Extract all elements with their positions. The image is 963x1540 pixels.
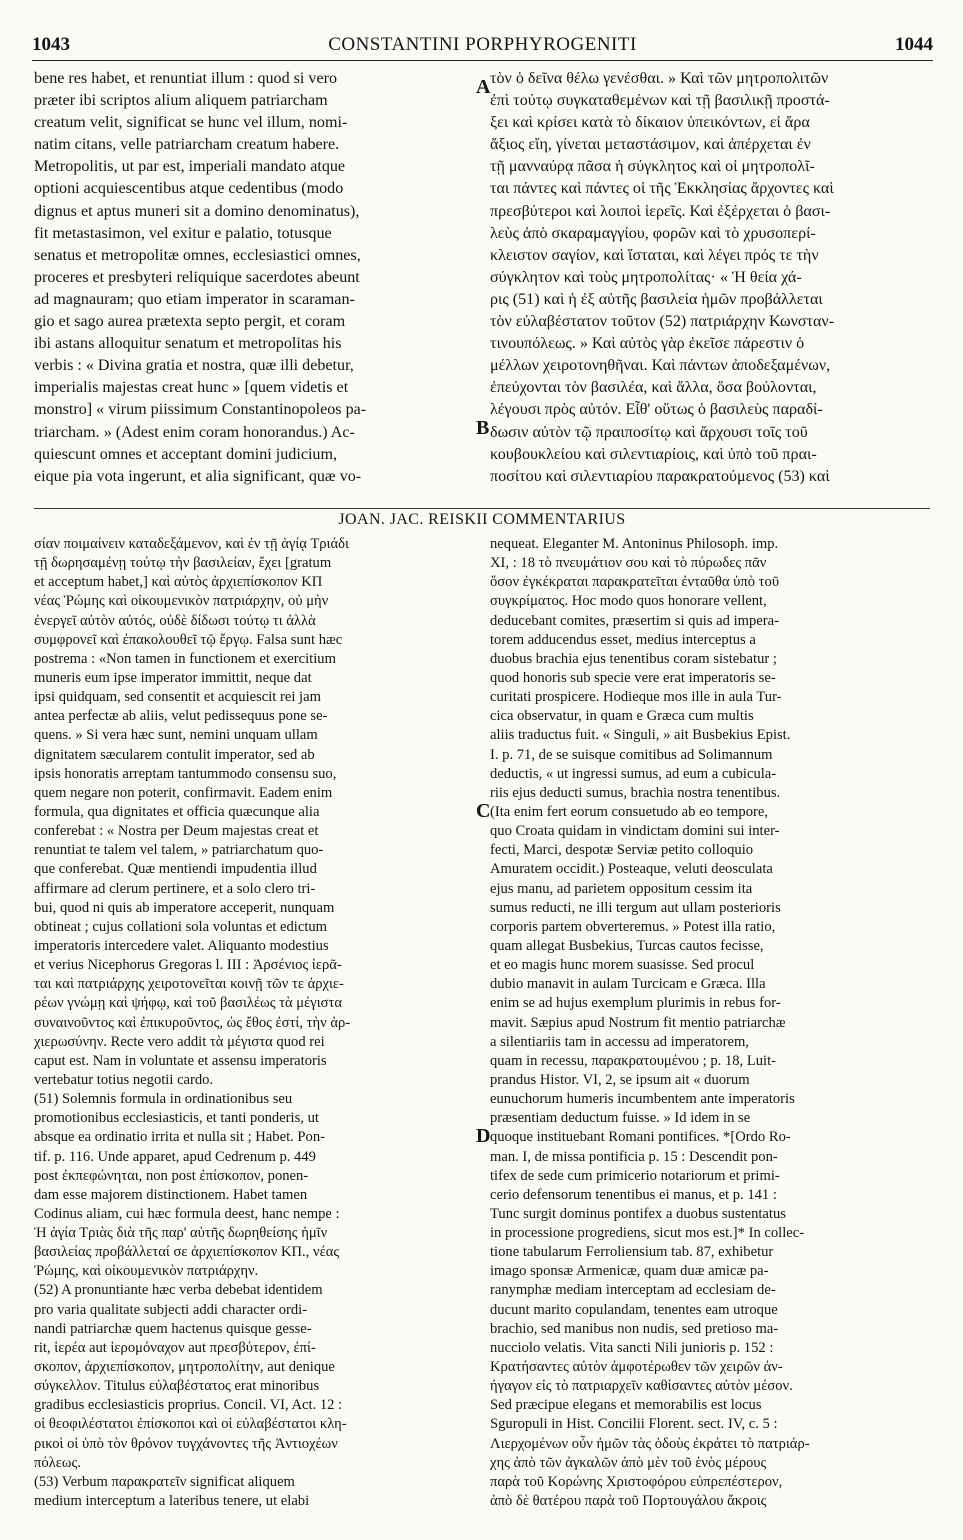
text-line: quam in recessu, παρακρατουμένου ; p. 18, Luit- (490, 1052, 777, 1069)
text-line: medium interceptum a lateribus tenere, ut elabi (34, 1493, 310, 1510)
text-line: bene res habet, et renuntiat illum : quod si vero (34, 70, 338, 87)
text-line: tif. p. 116. Unde apparet, apud Cedrenum p. 449 (34, 1148, 316, 1165)
text-line: curitati prospicere. Hodieque mos ille in aula Tur- (490, 689, 782, 706)
text-line: aliis traductus fuit. « Singuli, » ait Busbekius Epist. (490, 727, 791, 744)
text-line: νέας Ῥώμης καὶ οἰκουμενικὸν πατριάρχην, οὐ μὴν (34, 593, 329, 610)
text-line: μέλλων χειροτονηθῆναι. Καὶ πάντων ἀποδεξαμένων, (490, 357, 831, 375)
text-line: τὸν εὐλαβέστατον τοῦτον (52) πατριάρχην Κωνσταν- (490, 313, 835, 331)
commentary-rule (34, 508, 930, 509)
text-line: (52) A pronuntiante hæc verba debebat identidem (34, 1282, 323, 1299)
running-title: CONSTANTINI PORPHYROGENITI (328, 34, 637, 55)
text-line: quem negare non poterit, confirmavit. Eadem enim (34, 784, 333, 801)
text-line: triarcham. » (Adest enim coram honorandus.) Ac- (34, 423, 355, 441)
text-line: dam esse majorem distinctionem. Habet tamen (34, 1186, 308, 1203)
text-line: (51) Solemnis formula in ordinationibus seu (34, 1091, 293, 1108)
text-line: optioni acquiescentibus atque cedentibus (modo (34, 180, 344, 198)
text-line: gradibus ecclesiasticis proprius. Concil. VI, Act. 12 : (34, 1397, 343, 1414)
text-line: præter ibi scriptos alium aliquem patriarcham (34, 92, 328, 110)
text-line: συναινοῦντος καὶ ἐπικυροῦντος, ὡς ἔθος ἐστί, τὴν ἀρ- (34, 1014, 351, 1031)
text-line: σύγκελλον. Titulus εὐλαβέστατος erat minoribus (34, 1378, 320, 1395)
text-line: proceres et presbyteri reliquique sacerdotes abeunt (34, 268, 360, 286)
text-line: cerio defensorum tenentibus ei manus, et p. 141 : (490, 1186, 777, 1203)
page-header (32, 34, 933, 61)
text-line: fit metastasimon, vel exitur e palatio, totusque (34, 224, 332, 242)
text-line: quens. » Si vera hæc sunt, nemini unquam ullam (34, 727, 318, 744)
text-line: ται πάντες καὶ πάντες οἱ τῆς Ἐκκλησίας ἄρχοντες καὶ (490, 180, 834, 198)
text-line: gio et sago aurea prætexta septo pergit, et coram (34, 313, 346, 331)
text-line: (Ita enim fert eorum consuetudo ab eo tempore, (490, 803, 768, 820)
text-line: Codinus aliam, cui hæc formula deest, hanc nempe : (34, 1205, 340, 1222)
text-line: Λιερχομένων οὖν ἡμῶν τὰς ὁδοὺς ἐκράτει τὸ πατριάρ- (490, 1435, 810, 1452)
text-line: in processione progrediens, sicut mos est.]* In collec- (490, 1225, 805, 1242)
text-line: nandi patriarchæ quem hactenus quisque gesse- (34, 1320, 312, 1337)
text-line: postrema : «Non tamen in functionem et exercitium (34, 650, 336, 667)
text-line: dignitatem sæcularem contulit imperator, sed ab (34, 746, 315, 763)
text-line: ranymphæ mediam interceptam ad ecclesiam de- (490, 1282, 776, 1299)
text-line: imperialis majestas creat hunc » [quem videtis et (34, 379, 349, 397)
text-line: πόλεως. (34, 1454, 81, 1471)
text-line: ad magnauram; quo etiam imperator in scaraman- (34, 290, 355, 308)
text-line: βασιλείας προβάλλεταί σε ἀρχιεπίσκοπον ΚΠ., νέας (34, 1244, 340, 1261)
text-line: monstro] « virum piissimum Constantinopoleos pa- (34, 401, 367, 419)
text-line: τῇ μανναύρᾳ πᾶσα ἡ σύγκλητος καὶ οἱ μητροπολῖ- (490, 158, 815, 176)
text-line: (53) Verbum παρακρατεῖν significat aliquem (34, 1473, 295, 1490)
text-line: quod honoris sub specie vere erat imperatoris se- (490, 669, 776, 686)
text-line: caput est. Nam in voluntate et assensu imperatoris (34, 1052, 327, 1069)
text-line: corporis partem obverteremus. » Potest illa ratio, (490, 918, 776, 935)
text-line: συγκρίματος. Hoc modo quos honorare vellent, (490, 593, 767, 610)
text-line: nucciolo velatis. Vita sancti Nili junioris p. 152 : (490, 1339, 774, 1356)
text-line: Sed præcipue elegans et memorabilis est locus (490, 1397, 762, 1414)
text-line: sumus reducti, ne illi tergum aut ullam posterioris (490, 899, 781, 916)
text-line: obtineat ; cujus collationi sola voluntas et edictum (34, 918, 328, 935)
text-line: Amuratem occidit.) Posteaque, veluti deosculata (490, 861, 773, 878)
text-line: torem adducendus esset, medius interceptus a (490, 631, 756, 648)
text-line: eunuchorum humeris incumbentem ante imperatoris (490, 1091, 795, 1108)
text-line: παρὰ τοῦ Κορώνης Χριστοφόρου εὐπρεπέστερον, (490, 1473, 783, 1490)
text-line: ποσίτου καὶ σιλεντιαρίου παρακρατούμενος (53) καὶ (490, 467, 830, 485)
text-line: tione tabularum Ferroliensium tab. 87, exhibetur (490, 1244, 774, 1261)
text-line: Κρατήσαντες αὐτὸν ἀμφοτέρωθεν τῶν χειρῶν ἀν- (490, 1359, 783, 1376)
text-line: Metropolitis, ut par est, imperiali mandato atque (34, 158, 346, 176)
text-line: cica observatur, in quam e Græca cum multis (490, 708, 754, 725)
text-line: tifex de sede cum primicerio notariorum et primi- (490, 1167, 780, 1184)
margin-letter-b: B (476, 417, 490, 439)
text-line: affirmare ad clerum pertinere, et a solo clero tri- (34, 880, 316, 897)
text-line: mavit. Sæpius apud Nostrum fit mentio patriarchæ (490, 1014, 786, 1031)
text-line: κουβουκλείου καὶ σιλεντιαρίοις, καὶ ὑπὸ τοῦ πραι- (490, 445, 817, 463)
greek-text-column (490, 68, 930, 488)
text-line: natim citans, velle patriarcham creatum habere. (34, 136, 340, 154)
text-line: et verius Nicephorus Gregoras l. III : Ἀρσένιος ἱερᾶ- (34, 957, 342, 974)
text-line: duobus brachia ejus tenentibus coram sistebatur ; (490, 650, 777, 667)
text-line: χιερωσύνην. Recte vero addit τὰ μέγιστα quod rei (34, 1033, 325, 1050)
text-line: antea perfectæ ab aliis, velut pedissequus pone se- (34, 708, 328, 725)
margin-letter-d: D (476, 1125, 491, 1147)
text-line: quoque instituebant Romani pontifices. *[Ordo Ro- (490, 1129, 791, 1146)
text-line: χης ἀπὸ τῶν ἀγκαλῶν ἀπὸ μὲν τοῦ ἑνὸς μέρους (490, 1454, 767, 1471)
text-line: σκοπον, ἀρχιεπίσκοπον, μητροπολίτην, aut denique (34, 1359, 335, 1376)
page-number-right: 1044 (895, 34, 933, 55)
text-line: ὅσον ἐγκέκραται παρακρατεῖται ἐνταῦθα ὑπὸ τοῦ (490, 574, 780, 591)
text-line: ρέων γνώμῃ καὶ ψήφῳ, καὶ τοῦ βασιλέως τὰ μέγιστα (34, 995, 343, 1012)
text-line: Ῥώμης, καὶ οἰκουμενικὸν πατριάρχην. (34, 1263, 259, 1280)
text-line: ται καὶ πατριάρχης χειροτονεῖται κοινῇ τῶν τε ἀρχιε- (34, 976, 344, 993)
text-line: ήγαγον εἰς τὸ πατριαρχεῖν καθίσαντες αὐτὸν μέσον. (490, 1378, 793, 1395)
text-line: Tunc surgit dominus pontifex a duobus sustentatus (490, 1205, 786, 1222)
text-line: post ἐκπεφώνηται, non post ἐπίσκοπον, ponen- (34, 1167, 309, 1184)
text-line: XI, : 18 τὸ πνευμάτιον σου καὶ τὸ πύρωδες πᾶν (490, 555, 767, 572)
text-line: absque ea ordinatio irrita et nulla sit ; Habet. Pon- (34, 1129, 325, 1146)
text-line: I. p. 71, de se suisque comitibus ad Solimannum (490, 746, 773, 763)
text-line: dignus et aptus muneri sit a domino denominatus), (34, 202, 360, 220)
text-line: πρεσβύτεροι καὶ λοιποὶ ἱερεῖς. Καὶ ἐξέρχεται ὁ βασι- (490, 202, 831, 220)
text-line: ἐπεύχονται τὸν βασιλέα, καὶ ἄλλα, ὅσα βούλονται, (490, 379, 817, 397)
text-line: Ἡ ἁγία Τριὰς διὰ τῆς παρ' αὐτῆς δωρηθείσης ἡμῖν (34, 1225, 328, 1242)
text-line: man. I, de missa pontificia p. 15 : Descendit pon- (490, 1148, 778, 1165)
commentary-left-column (34, 535, 474, 1511)
text-line: quo Croata quidam in vindictam domini sui inter- (490, 823, 780, 840)
text-line: ejus manu, ad parietem oppositum cessim ita (490, 880, 753, 897)
text-line: brachio, sed manibus non nudis, sed pretioso ma- (490, 1320, 779, 1337)
text-line: rit, ἱερέα aut ἱερομόναχον aut πρεσβύτερον, ἐπί- (34, 1339, 316, 1356)
text-line: præsentiam deductum fuisse. » Id idem in se (490, 1110, 751, 1127)
latin-translation-column (34, 68, 474, 488)
text-line: ἐπὶ τούτῳ συγκαταθεμένων καὶ τῇ βασιλικῇ προστά- (490, 92, 830, 110)
text-line: verbis : « Divina gratia et nostra, quæ illi debetur, (34, 357, 354, 375)
text-line: riis ejus deducti sumus, brachia nostra tenentibus. (490, 784, 781, 801)
text-line: ρικοὶ οἱ ὑπὸ τὸν θρόνον τυγχάνοντες τῆς Ἀντιοχέων (34, 1435, 338, 1452)
text-line: dubio manavit in aulam Turcicam e Græca. Illa (490, 976, 766, 993)
text-line: ἄξιος εἴη, γίνεται μεταστάσιμον, καὶ ἀπέρχεται ἐν (490, 136, 811, 154)
text-line: ἐνεργεῖ αὐτὸν αὐτός, οὐδὲ δίδωσι τούτῳ τι ἀλλὰ (34, 612, 316, 629)
text-line: συμφρονεῖ καὶ ἐπακολουθεῖ τῷ ἔργῳ. Falsa sunt hæc (34, 631, 343, 648)
text-line: conferebat : « Nostra per Deum majestas creat et (34, 823, 319, 840)
text-line: κλειστον σαγίον, καὶ ἵσταται, καὶ λέγει πρός τε τὴν (490, 246, 819, 264)
text-line: renuntiat te talem vel talem, » patriarchatum quo- (34, 842, 324, 859)
text-line: δωσιν αὐτὸν τῷ πραιποσίτῳ καὶ ἄρχουσι τοῖς τοῦ (490, 423, 808, 441)
page-number-left: 1043 (32, 34, 70, 55)
text-line: deductis, « ut ingressi sumus, ad eum a cubicula- (490, 765, 777, 782)
commentary-right-column (490, 535, 930, 1511)
text-line: deducebant comites, præsertim si quis ad impera- (490, 612, 779, 629)
text-line: ipsi quidquam, sed consentit et acquiescit rei jam (34, 689, 321, 706)
text-line: λεὺς ἀπὸ σκαραμαγγίου, φορῶν καὶ τὸ χρυσοπερί- (490, 224, 816, 242)
text-line: pro varia qualitate subjecti addi character ordi- (34, 1301, 308, 1318)
text-line: vertebatur totius negotii cardo. (34, 1071, 214, 1088)
text-line: τῇ δωρησαμένῃ τούτῳ τὴν βασιλείαν, ἔχει [gratum (34, 555, 332, 572)
commentary-title: JOAN. JAC. REISKII COMMENTARIUS (338, 511, 626, 528)
text-line: τὸν ὁ δεῖνα θέλω γενέσθαι. » Καὶ τῶν μητροπολιτῶν (490, 70, 829, 87)
text-line: ρις (51) καὶ ἡ ἐξ αὐτῆς βασιλεία ἡμῶν προβάλλεται (490, 290, 823, 308)
text-line: Sguropuli in Hist. Concilii Florent. sect. IV, c. 5 : (490, 1416, 778, 1433)
text-line: ipsis honoratis arreptam tantummodo consensu suo, (34, 765, 337, 782)
text-line: et acceptum habet,] καὶ αὐτὸς ἀρχιεπίσκοπον ΚΠ (34, 574, 323, 591)
text-line: muneris eum ipse imperator immittit, neque dat (34, 669, 312, 686)
margin-letter-a: A (476, 76, 491, 98)
text-line: quiescunt omnes et acceptant domini judicium, (34, 445, 338, 463)
text-line: bui, quod ni quis ab imperatore acceperit, nunquam (34, 899, 335, 916)
text-line: σύγκλητον καὶ τοὺς μητροπολίτας· « Ἡ θεία χά- (490, 268, 802, 286)
text-line: οἱ θεοφιλέστατοι ἐπίσκοποι καὶ οἱ εὐλαβέστατοι κλη- (34, 1416, 347, 1433)
text-line: λέγουσι πρὸς αὐτόν. Εἶθ' οὕτως ὁ βασιλεὺς παραδί- (490, 401, 823, 419)
text-line: enim se ad hujus exemplum plurimis in rebus for- (490, 995, 781, 1012)
text-line: nequeat. Eleganter M. Antoninus Philosoph. imp. (490, 536, 779, 552)
text-line: eique pia vota ingerunt, et alia significant, quæ vo- (34, 467, 362, 485)
text-line: senatus et metropolitæ omnes, ecclesiastici omnes, (34, 246, 361, 264)
text-line: promotionibus ecclesiasticis, et tanti ponderis, ut (34, 1110, 319, 1127)
text-line: ἀπὸ δὲ θατέρου παρὰ τοῦ Πορτουγάλου ἄκροις (490, 1493, 767, 1510)
text-line: imperatoris intercedere valet. Aliquanto modestius (34, 937, 329, 954)
text-line: fecti, Marci, despotæ Serviæ petito colloquio (490, 842, 754, 859)
margin-letter-c: C (476, 800, 491, 822)
text-line: σίαν ποιμαίνειν καταδεξάμενον, καὶ ἐν τῇ ἁγίᾳ Τριάδι (34, 536, 349, 552)
text-line: ξει καὶ κρίσει κατὰ τὸ δίκαιον ὑπεικόντων, εἰ ἄρα (490, 114, 810, 132)
text-line: quam allegat Busbekius, Turcas cautos fecisse, (490, 937, 764, 954)
text-line: et eo magis hunc morem suasisse. Sed procul (490, 957, 755, 974)
text-line: τινουπόλεως. » Καὶ αὐτὸς γὰρ ἐκεῖσε πάρεστιν ὁ (490, 335, 805, 353)
text-line: a silentiariis tam in accessu ad imperatorem, (490, 1033, 749, 1050)
text-line: formula, qua dignitates et officia quæcunque alia (34, 803, 320, 820)
text-line: ibi astans alloquitur senatum et metropolitas his (34, 335, 342, 353)
text-line: imago sponsæ Armenicæ, quam duæ amicæ pa- (490, 1263, 769, 1280)
text-line: ducunt marito copulandam, tenentes eam utroque (490, 1301, 778, 1318)
text-line: prandus Histor. VI, 2, se ipsum ait « duorum (490, 1071, 750, 1088)
text-line: que conferebat. Quæ mentiendi impudentia illud (34, 861, 317, 878)
text-line: creatum velit, significat se hunc vel illum, nomi- (34, 114, 348, 132)
